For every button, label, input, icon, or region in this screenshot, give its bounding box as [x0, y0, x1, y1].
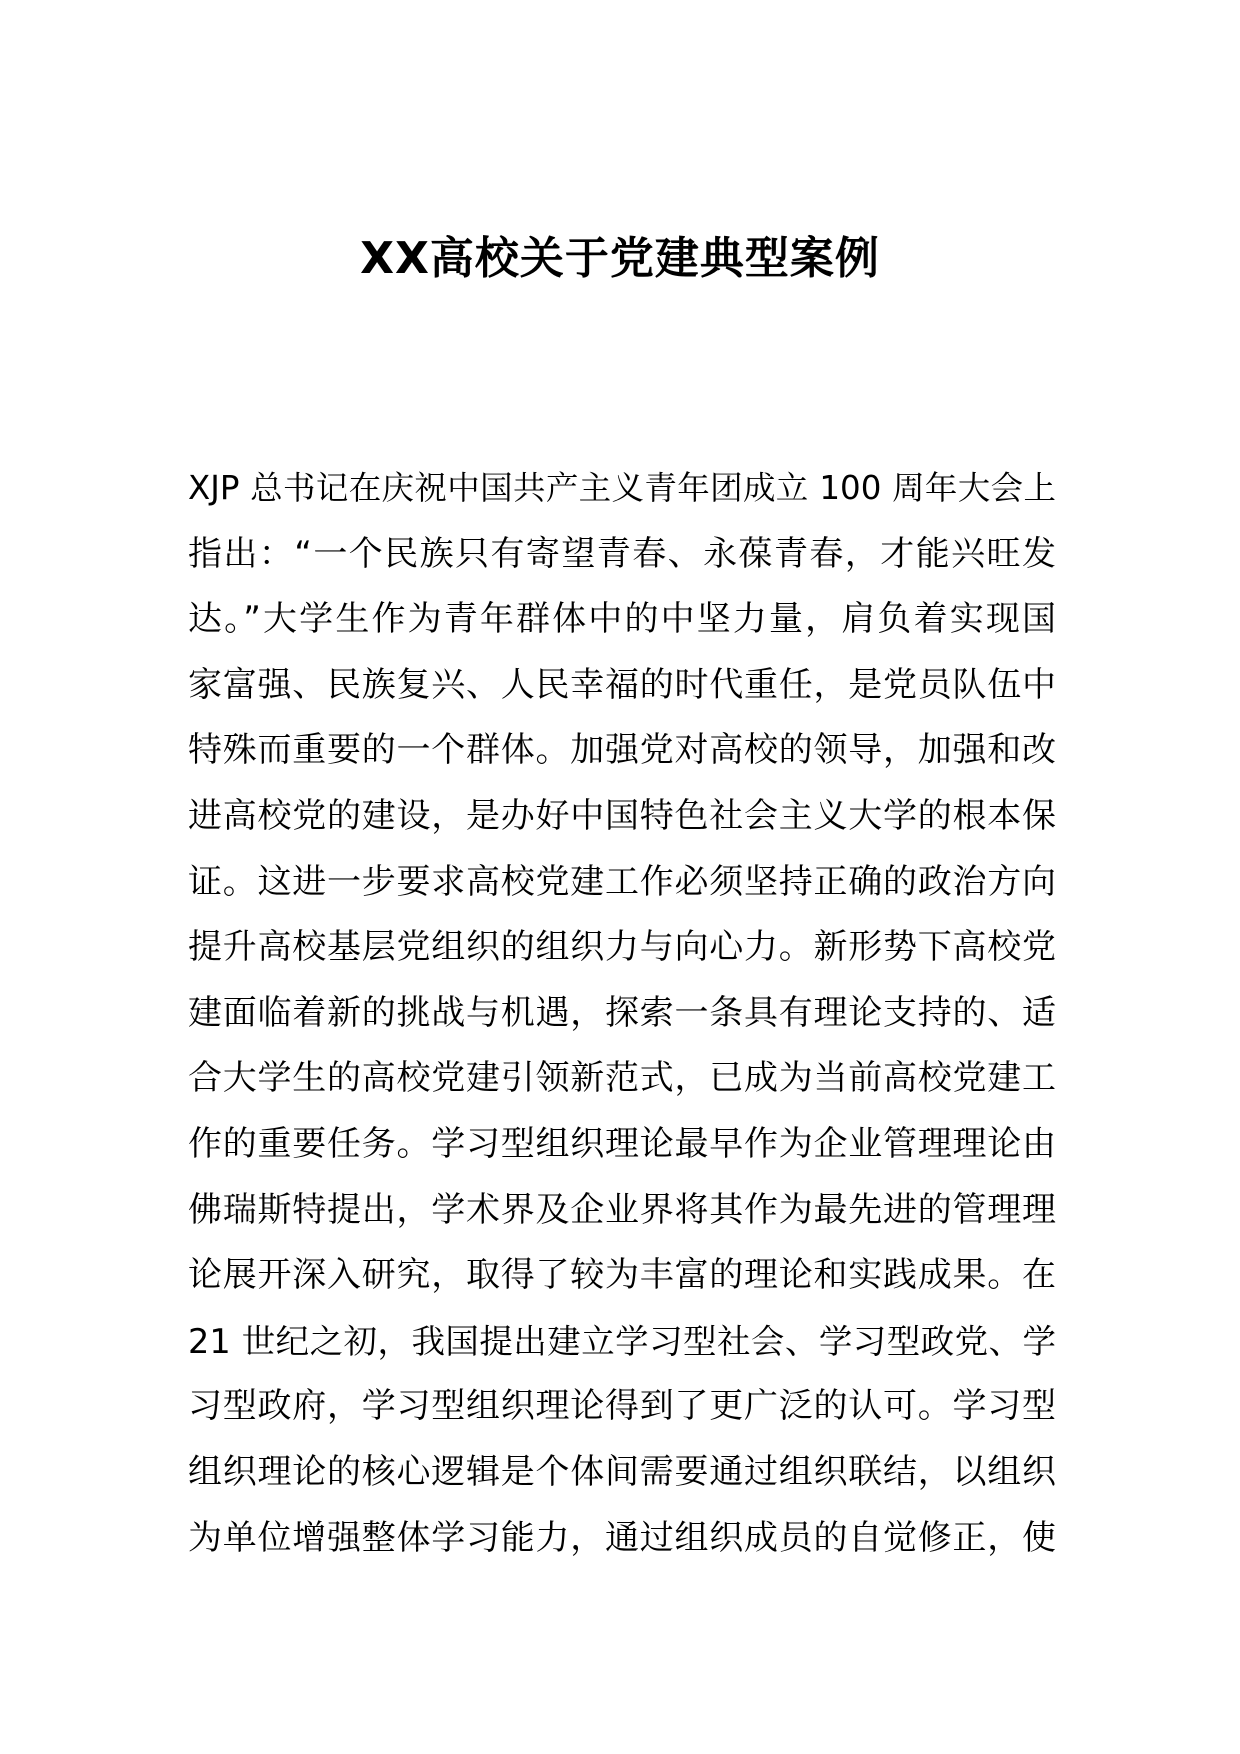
paragraph-line: 论展开深入研究，取得了较为丰富的理论和实践成果。在 — [188, 1255, 1056, 1296]
paragraph-line: 为单位增强整体学习能力，通过组织成员的自觉修正，使 — [188, 1517, 1056, 1558]
paragraph-line: 达。”大学生作为青年群体中的中坚力量，肩负着实现国 — [188, 599, 1056, 640]
paragraph-line: 习型政府，学习型组织理论得到了更广泛的认可。学习型 — [188, 1386, 1056, 1427]
paragraph-line: 指出：“一个民族只有寄望青春、永葆青春，才能兴旺发 — [188, 533, 1056, 574]
body-paragraph — [188, 456, 1056, 1571]
paragraph-line: 特殊而重要的一个群体。加强党对高校的领导，加强和改 — [188, 730, 1056, 771]
paragraph-line: 佛瑞斯特提出，学术界及企业界将其作为最先进的管理理 — [188, 1189, 1056, 1230]
paragraph-line: 合大学生的高校党建引领新范式，已成为当前高校党建工 — [188, 1058, 1056, 1099]
paragraph-line: 组织理论的核心逻辑是个体间需要通过组织联结，以组织 — [188, 1451, 1056, 1492]
paragraph-line: 提升高校基层党组织的组织力与向心力。新形势下高校党 — [188, 927, 1056, 968]
paragraph-line: 证。这进一步要求高校党建工作必须坚持正确的政治方向 — [188, 861, 1056, 902]
paragraph-line: XJP 总书记在庆祝中国共产主义青年团成立 100 周年大会上 — [188, 469, 1056, 507]
document-title: XX高校关于党建典型案例 — [360, 233, 880, 285]
paragraph-line: 进高校党的建设，是办好中国特色社会主义大学的根本保 — [188, 795, 1056, 836]
paragraph-line: 家富强、民族复兴、人民幸福的时代重任，是党员队伍中 — [188, 664, 1056, 705]
paragraph-line: 建面临着新的挑战与机遇，探索一条具有理论支持的、适 — [188, 992, 1056, 1033]
paragraph-line: 作的重要任务。学习型组织理论最早作为企业管理理论由 — [188, 1123, 1056, 1164]
paragraph-line: 21 世纪之初，我国提出建立学习型社会、学习型政党、学 — [188, 1321, 1056, 1361]
